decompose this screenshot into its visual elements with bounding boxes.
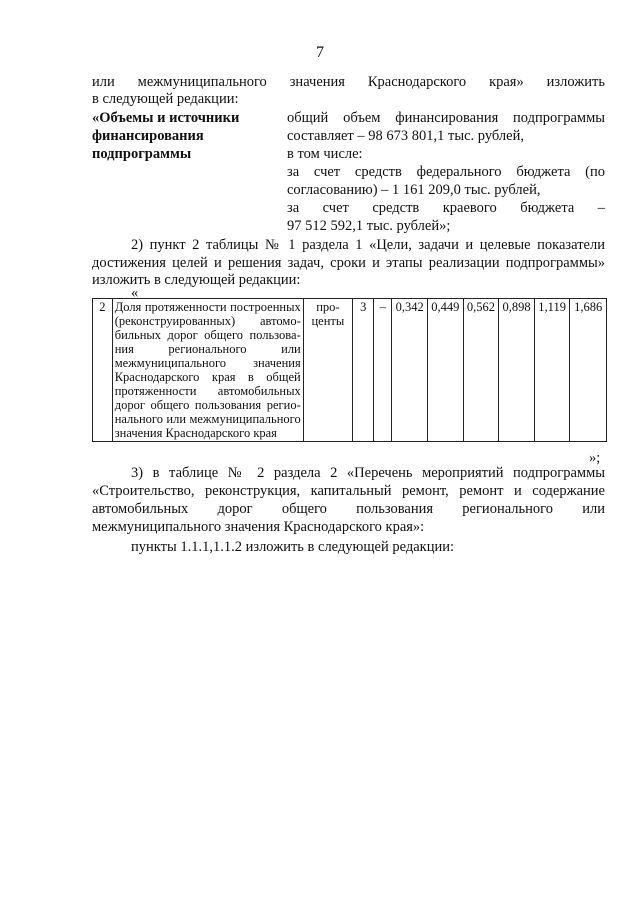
desc-line: нального или межмуниципального: [114, 412, 301, 426]
unit-line: про-: [316, 300, 340, 314]
indicator-table: [92, 298, 607, 442]
row-unit: [303, 299, 352, 442]
item2-line-3: изложить в следующей редакции:: [92, 272, 301, 288]
passport-value-7: 97 512 592,1 тыс. рублей»;: [287, 218, 451, 234]
row-status: 3: [353, 299, 374, 442]
desc-line: протяженности автомобильных: [114, 384, 301, 398]
desc-line: бильных дорог общего пользова-: [114, 328, 301, 342]
unit-line: центы: [311, 314, 345, 328]
open-quote: «: [131, 285, 139, 301]
row-value: 0,449: [428, 299, 464, 442]
row-value: 0,342: [392, 299, 428, 442]
row-base-value: –: [374, 299, 392, 442]
row-number: 2: [93, 299, 113, 442]
desc-line: ния регионального или: [114, 342, 301, 356]
item2-line-1: 2) пункт 2 таблицы № 1 раздела 1 «Цели, задачи и целевые показатели: [131, 237, 605, 253]
desc-line: Доля протяженности построенных: [114, 300, 301, 314]
intro-word: межмуниципального: [137, 74, 267, 90]
passport-value-3: в том числе:: [287, 146, 363, 162]
passport-label-3: подпрограммы: [92, 146, 192, 162]
passport-value-6: за счет средств краевого бюджета –: [287, 200, 605, 216]
item3-line-4: межмуниципального значения Краснодарского края»:: [92, 519, 425, 535]
page-number: 7: [316, 44, 324, 61]
item3-line-2: «Строительство, реконструкция, капитальный ремонт, ремонт и содержание: [92, 483, 605, 499]
desc-line: Краснодарского края в общей: [114, 370, 301, 384]
passport-label-1: «Объемы и источники: [92, 110, 240, 126]
item2-line-2: достижения целей и решения задач, сроки и этапы реализации подпрограммы»: [92, 255, 605, 271]
intro-word: края»: [489, 74, 524, 90]
desc-line: (реконструированных) автомо-: [114, 314, 301, 328]
passport-value-5: согласованию) – 1 161 209,0 тыс. рублей,: [287, 182, 541, 198]
desc-line: значения Краснодарского края: [114, 426, 277, 440]
intro-word: Краснодарского: [367, 74, 467, 90]
passport-value-2: составляет – 98 673 801,1 тыс. рублей,: [287, 128, 524, 144]
table-row: [93, 299, 607, 442]
intro-line-1: [92, 74, 605, 91]
row-value: 0,898: [499, 299, 535, 442]
passport-value-4: за счет средств федерального бюджета (по: [287, 164, 605, 180]
intro-line-2: в следующей редакции:: [92, 91, 239, 107]
intro-word: значения: [289, 74, 345, 90]
intro-word: или: [92, 74, 115, 90]
close-quote: »;: [589, 450, 601, 466]
item3-line-1: 3) в таблице № 2 раздела 2 «Перечень мероприятий подпрограммы: [131, 465, 605, 481]
desc-line: межмуниципального значения: [114, 356, 301, 370]
intro-word: изложить: [546, 74, 605, 90]
item3-line-3: автомобильных дорог общего пользования регионального или: [92, 501, 605, 517]
desc-line: дорог общего пользования регио-: [114, 398, 301, 412]
row-value: 0,562: [463, 299, 499, 442]
passport-label-2: финансирования: [92, 128, 204, 144]
row-value: 1,119: [534, 299, 570, 442]
passport-value-1: общий объем финансирования подпрограммы: [287, 110, 605, 126]
row-description: [112, 299, 303, 442]
row-value: 1,686: [570, 299, 607, 442]
item3-sub: пункты 1.1.1,1.1.2 изложить в следующей редакции:: [131, 539, 455, 555]
